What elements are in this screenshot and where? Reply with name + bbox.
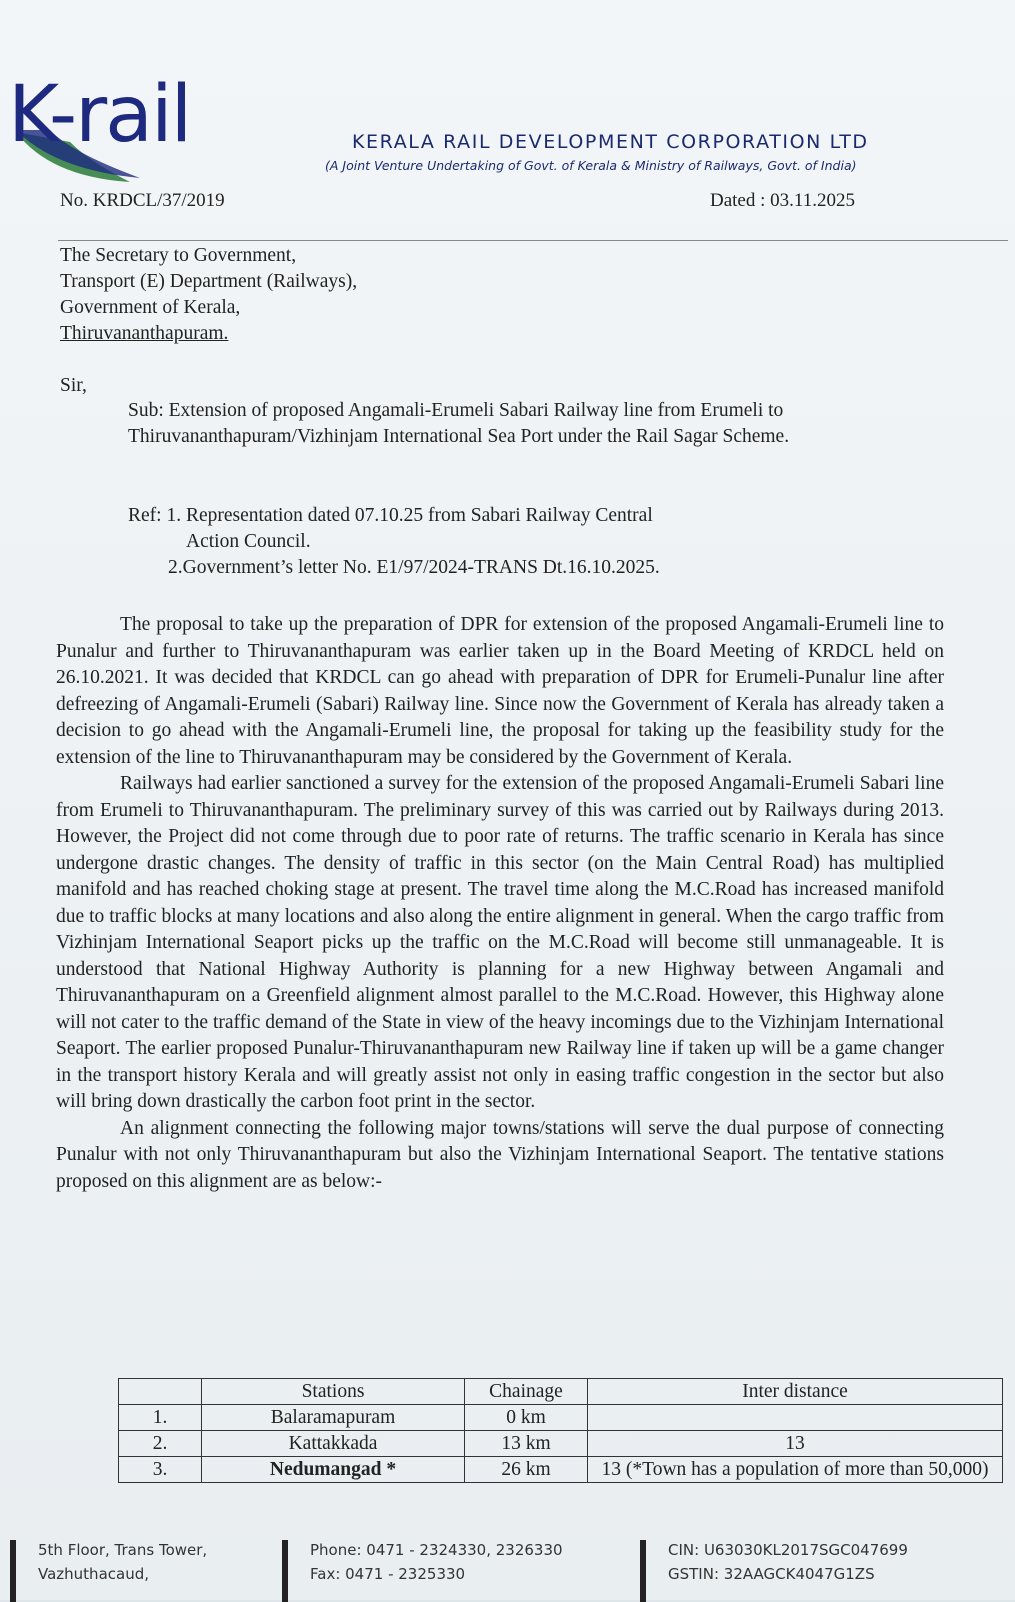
- organization-name: KERALA RAIL DEVELOPMENT CORPORATION LTD: [352, 131, 869, 153]
- table-row: [119, 1405, 1003, 1431]
- table-cell: Kattakkada: [202, 1431, 465, 1457]
- header-divider: [58, 240, 1008, 241]
- footer-fax: Fax: 0471 - 2325330: [310, 1565, 466, 1583]
- footer-address-line: 5th Floor, Trans Tower,: [38, 1541, 208, 1559]
- footer-address: [38, 1538, 207, 1586]
- table-cell: 1.: [119, 1405, 202, 1431]
- address-line: The Secretary to Government,: [60, 245, 297, 266]
- table-cell: [588, 1405, 1003, 1431]
- reference-number: No. KRDCL/37/2019: [60, 190, 225, 211]
- footer-phone: Phone: 0471 - 2324330, 2326330: [310, 1541, 563, 1559]
- paragraph: The proposal to take up the preparation of DPR for extension of the proposed Angamali-Erumeli line to Punalur and further to Thiruvananthapuram was earlier taken up in the Board Meeting of KRDCL held on 26.10.2021. It was decided that KRDCL can go ahead with preparation of DPR for Erumeli-Punalur line after defreezing of Angamali-Erumeli (Sabari) Railway line. Since now the Government of Kerala has already taken a decision to go ahead with the Angamali-Erumeli line, the proposal for taking up the feasibility study for the extension of the line to Thiruvananthapuram may be considered by the Government of Kerala.: [56, 614, 944, 768]
- footer-registration: [668, 1538, 908, 1586]
- paragraph: An alignment connecting the following major towns/stations will serve the dual purpose of connecting Punalur with not only Thiruvananthapuram but also the Vizhinjam International Seaport. The tentative stations proposed on this alignment are as below:-: [56, 1117, 944, 1192]
- reference-item: 2.Government’s letter No. E1/97/2024-TRANS Dt.16.10.2025.: [168, 557, 660, 578]
- table-cell: 26 km: [465, 1457, 588, 1483]
- subject-line: Sub: Extension of proposed Angamali-Erumeli Sabari Railway line from Erumeli to Thiruvananthapuram/Vizhinjam International Sea Port under the Rail Sagar Scheme.: [128, 400, 790, 447]
- letter-body: [56, 612, 944, 1195]
- table-row: [119, 1431, 1003, 1457]
- logo-text: K-rail: [8, 70, 191, 160]
- address-line: Government of Kerala,: [60, 297, 241, 318]
- address-line: Transport (E) Department (Railways),: [60, 271, 358, 292]
- table-header-row: [119, 1379, 1003, 1405]
- footer-cin: CIN: U63030KL2017SGC047699: [668, 1541, 908, 1559]
- stations-table: [118, 1378, 1003, 1483]
- reference-item: Action Council.: [186, 531, 311, 552]
- table-row: [119, 1457, 1003, 1483]
- salutation: Sir,: [60, 375, 87, 396]
- address-line: Thiruvananthapuram.: [60, 323, 229, 344]
- footer-divider: [640, 1540, 646, 1602]
- organization-subtitle: (A Joint Venture Undertaking of Govt. of Kerala & Ministry of Railways, Govt. of India): [325, 158, 857, 173]
- table-cell: 3.: [119, 1457, 202, 1483]
- table-cell: Balaramapuram: [202, 1405, 465, 1431]
- footer-divider: [282, 1540, 288, 1602]
- recipient-address: [60, 243, 357, 347]
- column-header: [119, 1379, 202, 1405]
- footer-address-line: Vazhuthacaud,: [38, 1565, 149, 1583]
- letter-date: Dated : 03.11.2025: [710, 190, 855, 211]
- table-cell: 13: [588, 1431, 1003, 1457]
- references: [128, 503, 848, 581]
- table-cell: 13 km: [465, 1431, 588, 1457]
- letter-footer: [0, 1530, 1015, 1600]
- footer-divider: [10, 1540, 16, 1602]
- column-header: Chainage: [465, 1379, 588, 1405]
- reference-item: Ref: 1. Representation dated 07.10.25 from Sabari Railway Central: [128, 505, 653, 526]
- footer-gstin: GSTIN: 32AAGCK4047G1ZS: [668, 1565, 875, 1583]
- table-cell: 13 (*Town has a population of more than 50,000): [588, 1457, 1003, 1483]
- column-header: Stations: [202, 1379, 465, 1405]
- table-cell: Nedumangad *: [202, 1457, 465, 1483]
- table-cell: 0 km: [465, 1405, 588, 1431]
- column-header: Inter distance: [588, 1379, 1003, 1405]
- table-cell: 2.: [119, 1431, 202, 1457]
- footer-contact: [310, 1538, 563, 1586]
- paragraph: Railways had earlier sanctioned a survey for the extension of the proposed Angamali-Erumeli Sabari line from Erumeli to Thiruvananthapuram. The preliminary survey of this was carried out by Railways during 2013. However, the Project did not come through due to poor rate of returns. The traffic scenario in Kerala has since undergone drastic changes. The density of traffic in this sector (on the Main Central Road) has multiplied manifold and has reached choking stage at present. The travel time along the M.C.Road has increased manifold due to traffic blocks at many locations and also along the entire alignment in general. When the cargo traffic from Vizhinjam International Seaport picks up the traffic on the M.C.Road will become still unmanageable. It is understood that National Highway Authority is planning for a new Highway between Angamali and Thiruvananthapuram on a Greenfield alignment almost parallel to the M.C.Road. However, this Highway alone will not cater to the traffic demand of the State in view of the heavy incomings due to the Vizhinjam International Seaport. The earlier proposed Punalur-Thiruvananthapuram new Railway line if taken up will be a game changer in the transport history Kerala and will greatly assist not only in easing traffic congestion in the sector but also will bring down drastically the carbon foot print in the sector.: [56, 773, 944, 1112]
